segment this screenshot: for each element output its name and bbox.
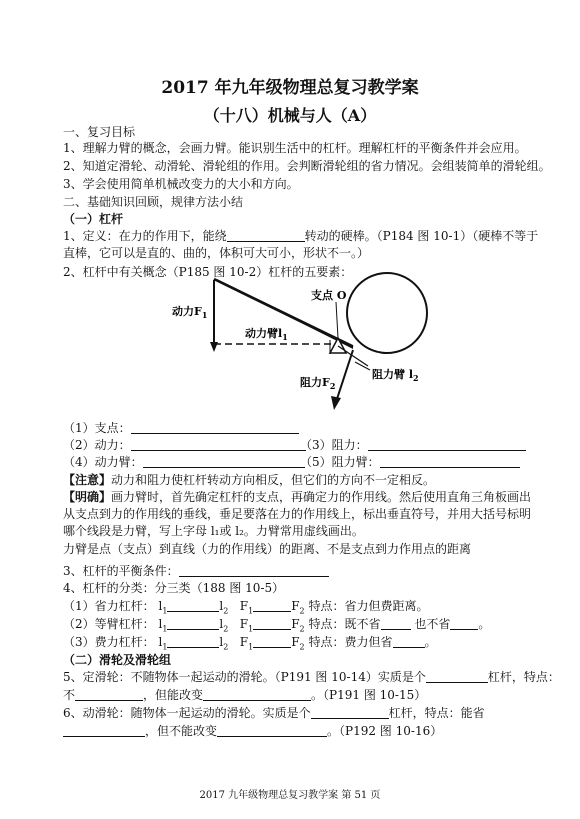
sub-1: 1 [248,606,254,616]
sub-1: 1 [162,606,168,616]
blank-class2-l-compare[interactable] [167,617,219,630]
fixed-pulley-text-c: 不 [63,688,76,702]
class-3-name: （3）费力杠杆： [63,635,155,649]
sub-2: 2 [299,642,305,652]
fixed-pulley-line2 [63,687,426,703]
label-power-force: 动力$F_1$ [172,305,208,320]
tip-line-2: 从支点到力的作用线的垂线，垂足要落在力的作用线上，标出垂直符号，并用大括号标明 [63,507,532,521]
blank-resist-arm[interactable] [380,455,520,468]
sym-l: l [219,599,224,613]
blank-fixed-change[interactable] [203,688,311,701]
blank-rotate-point[interactable] [227,229,305,242]
sub-2: 2 [299,606,305,616]
element-fulcrum-label: （1）支点： [63,421,131,435]
blank-class2-feat-2[interactable] [450,617,478,630]
goal-item-1: 1、理解力臂的概念，会画力臂。能识别生活中的杠杆。理解杠杆的平衡条件并会应用。 [63,141,527,155]
blank-class3-feat[interactable] [393,635,425,648]
page-title: 2017 年九年级物理总复习教学案 [161,78,419,98]
class-1-name: （1）省力杠杆： [63,599,155,613]
label-fulcrum: 支点 O [311,289,347,302]
blank-class2-feat-1[interactable] [381,617,411,630]
element-power-arm-label: （4）动力臂： [63,455,143,469]
tip-line-3: 哪个线段是力臂，写上字母 l₁或 l₂。力臂常用虚线画出。 [63,524,364,538]
round-object [347,273,427,353]
arm-definition: 力臂是点（支点）到直线（力的作用线）的距离、不是支点到力作用点的距离 [63,542,472,556]
blank-movable-lever-type[interactable] [311,706,389,719]
blank-power[interactable] [131,438,306,451]
blank-resist[interactable] [368,438,526,451]
tip-text-1: 画力臂时，首先确定杠杆的支点，再确定力的作用线。然后使用直角三角板画出 [111,490,532,504]
movable-pulley-text-d: 。（P192 图 10-16） [327,724,443,738]
blank-power-arm[interactable] [143,455,305,468]
fixed-pulley-line1 [63,669,560,685]
sub-2: 2 [223,606,229,616]
element-fulcrum [63,420,299,436]
sub-2: 2 [299,624,305,634]
page-subtitle: （十八）机械与人（A） [203,106,377,125]
sym-l: l [158,599,163,613]
sub-1: 1 [248,624,254,634]
element-power-label: （2）动力： [63,438,131,452]
class-2-feature-c: 。 [478,617,491,631]
movable-pulley-text-b: 杠杆，特点：能省 [388,706,485,720]
fixed-pulley-text-e: 。（P191 图 10-15） [311,688,427,702]
sym-l: l [219,635,224,649]
blank-balance[interactable] [179,564,329,577]
page-footer: 2017 九年级物理总复习教学案 第 51 页 [199,790,381,801]
sub-2: 2 [223,642,229,652]
blank-movable-change[interactable] [217,724,327,737]
movable-pulley-line2 [63,723,442,739]
blank-class1-l-compare[interactable] [167,599,219,612]
sub-1: 1 [162,642,168,652]
blank-fixed-not[interactable] [75,688,143,701]
fixed-pulley-text-d: ，但能改变 [143,688,204,702]
element-resist-label: （3）阻力： [300,438,368,452]
fixed-pulley-text-b: 杠杆，特点： [487,670,560,684]
sym-f: F [239,617,249,631]
movable-pulley-line1 [63,705,485,721]
class-1-feature: 省力但费距离。 [344,599,429,613]
label-resist-force: 阻力$F_2$ [300,376,336,391]
section2-heading: 二、基础知识回顾，规律方法小结 [63,195,244,209]
element-resist-arm-label: （5）阻力臂： [300,455,380,469]
note-text: 动力和阻力使杠杆转动方向相反，但它们的方向不一定相反。 [111,473,436,487]
balance-label: 3、杠杆的平衡条件： [63,564,179,578]
sym-f: F [239,635,249,649]
movable-pulley-text-a: 6、动滑轮：随物体一起运动的滑轮。实质是个 [63,706,311,720]
sym-f: F [291,635,300,649]
fixed-pulley-text-a: 5、定滑轮：不随物体一起运动的滑轮。（P191 图 10-14）实质是个 [63,670,426,684]
tip-line-1 [63,489,531,505]
sub-2: 2 [223,624,229,634]
lever-def-part1: 1、定义：在力的作用下，能绕 [63,229,227,243]
blank-fixed-lever-type[interactable] [426,670,488,683]
class-2-feature-a: 既不省 [344,617,381,631]
lever-def-line2: 直棒，它可以是直的、曲的，体积可大可小，形状不一。） [63,246,370,260]
blank-movable-save[interactable] [63,724,145,737]
goals-heading: 一、复习目标 [63,125,136,139]
sub-1: 1 [162,624,168,634]
fulcrum-leader [336,302,338,338]
class-2-feature-b: 也不省 [414,617,451,631]
lever-diagram [170,268,460,420]
tip-tag: 【明确】 [63,490,112,504]
sym-l: l [219,617,224,631]
element-resist-arm [300,454,520,470]
sym-f: F [239,599,249,613]
pulley-heading: （二）滑轮及滑轮组 [63,653,172,667]
sym-l: l [158,617,163,631]
resist-force-line [336,350,353,402]
lever-heading: （一）杠杆 [63,212,124,226]
lever-classify: 4、杠杆的分类：分三类（188 图 10-5） [63,581,285,595]
resist-force-arrow [331,396,341,410]
lever-definition [63,228,538,244]
note-tag: 【注意】 [63,473,112,487]
element-power [63,437,306,453]
feature-label: 特点： [308,617,345,631]
class-3-feature-a: 费力但省 [344,635,393,649]
goal-item-2: 2、知道定滑轮、动滑轮、滑轮组的作用。会判断滑轮组的省力情况。会组装简单的滑轮组。 [63,159,551,173]
note-line [63,472,435,488]
lever-def-part2: 转动的硬棒。（P184 图 10-1）（硬棒不等于 [304,229,539,243]
class-3-feature-b: 。 [424,635,437,649]
balance-condition [63,563,329,579]
element-resist [300,437,526,453]
lever-concepts: 2、杠杆中有关概念（P185 图 10-2）杠杆的五要素： [63,265,353,279]
sym-f: F [291,617,300,631]
sym-f: F [291,599,300,613]
feature-label: 特点： [308,599,345,613]
sym-l: l [158,635,163,649]
label-power-arm: 动力臂$l_1$ [245,327,288,342]
blank-fulcrum[interactable] [131,421,299,434]
feature-label: 特点： [308,635,345,649]
class-2-name: （2）等臂杠杆： [63,617,155,631]
blank-class3-l-compare[interactable] [167,635,219,648]
goal-item-3: 3、学会使用简单机械改变力的大小和方向。 [63,177,299,191]
blank-class2-f-compare[interactable] [253,617,291,630]
sub-1: 1 [248,642,254,652]
blank-class1-f-compare[interactable] [253,599,291,612]
movable-pulley-text-c: ，但不能改变 [145,724,218,738]
element-power-arm [63,454,305,470]
label-resist-arm: 阻力臂 $l_2$ [372,368,419,383]
blank-class3-f-compare[interactable] [253,635,291,648]
fulcrum-triangle [330,338,346,353]
